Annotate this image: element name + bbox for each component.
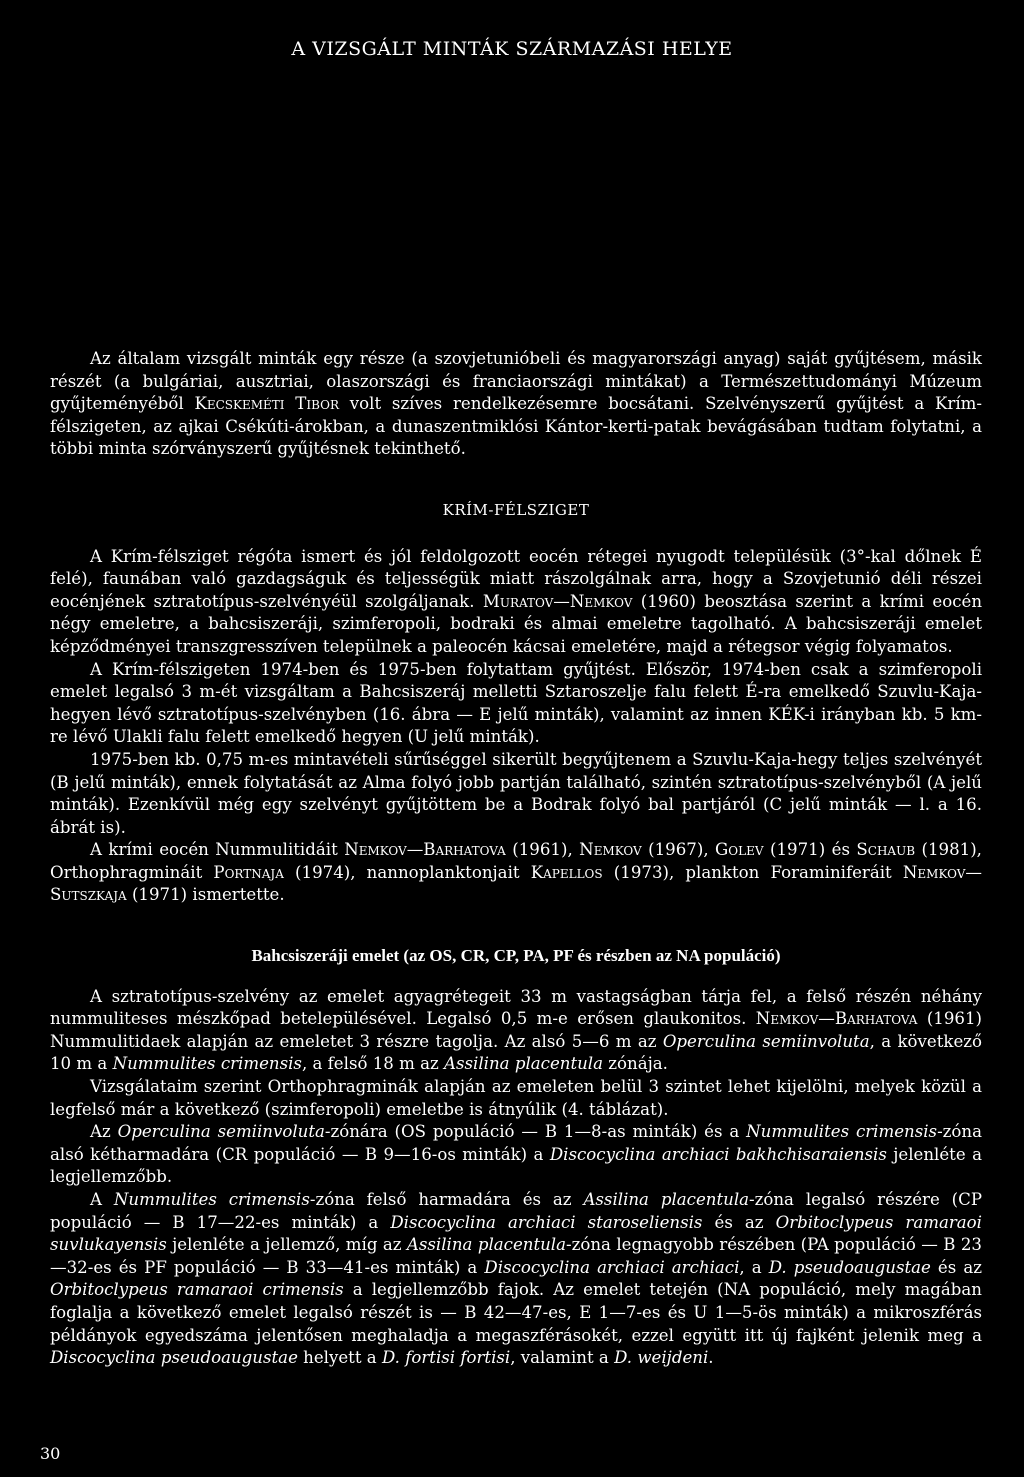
author-name: Portnaja — [213, 862, 284, 882]
taxon-name: Nummulites crimensis — [112, 1054, 302, 1074]
author-name: Kecskeméti Tibor — [194, 394, 340, 414]
taxon-name: Assilina placentula — [406, 1235, 567, 1255]
krim-paragraph-4: A krími eocén Nummulitidáit Nemkov—Barhatova (1961), Nemkov (1967), Golev (1971) és Schaub (1981), Orthophragmináit Portnaja (1974), nannoplanktonjait Kapellos (1973), plankton Foraminiferáit Nemkov—Sutszkaja (1971) ismertette. — [50, 840, 982, 905]
taxon-name: Operculina semiinvoluta — [117, 1122, 325, 1142]
author-name: Nemkov—Sutszkaja — [50, 862, 982, 905]
page-number: 30 — [40, 1444, 61, 1463]
taxon-name: D. fortisi fortisi — [381, 1348, 511, 1368]
page-body — [50, 348, 982, 1370]
section-heading-bahcsiszeraji: Bahcsiszeráji emelet (az OS, CR, CP, PA, PF és részben az NA populáció) — [251, 946, 781, 966]
krim-paragraph-3: 1975-ben kb. 0,75 m-es mintavételi sűrűséggel sikerült begyűjtenem a Szuvlu-Kaja-hegy teljes szelvényét (B jelű minták), ennek folytatását az Alma folyó jobb partján található, szintén sztratotípus-szelvényből (A jelű minták). Ezenkívül még egy szelvényt gyűjtöttem be a Bodrak folyó bal partjáról (C jelű minták — l. a 16. ábrát is). — [50, 749, 982, 837]
author-name: Schaub — [856, 840, 916, 860]
author-name: Nemkov — [579, 840, 642, 860]
author-name: Kapellos — [530, 862, 603, 882]
bahcs-paragraph-4: A Nummulites crimensis-zóna felső harmadára és az Assilina placentula-zóna legalsó részére (CP populáció — B 17—22-es minták) a Discocyclina archiaci staroseliensis és az Orbitoclypeus ramaraoi suvlukayensis jelenléte a jellemző, míg az Assilina placentula-zóna legnagyobb részében (PA populáció — B 23—32-es és PF populáció — B 33—41-es minták) a Discocyclina archiaci archiaci, a D. pseudoaugustae és az Orbitoclypeus ramaraoi crimensis a legjellemzőbb fajok. Az emelet tetején (NA populáció, mely magában foglalja a következő emelet legalsó részét is — B 42—47-es, E 1—7-es és U 1—5-ös minták) a mikroszférás példányok egyedszáma jelentősen meghaladja a megaszférásokét, ezzel együtt itt új fajként jelenik meg a Discocyclina pseudoaugustae helyett a D. fortisi fortisi, valamint a D. weijdeni. — [50, 1190, 982, 1368]
krim-paragraph-1: A Krím-félsziget régóta ismert és jól feldolgozott eocén rétegei nyugodt településük (3°-kal dőlnek É felé), faunában való gazdagságuk és teljességük miatt rászolgálnak arra, hogy a Szovjetunió déli részei eocénjének sztratotípus-szelvényéül szolgáljanak. Muratov—Nemkov (1960) beosztása szerint a krími eocén négy emeletre, a bahcsiszeráji, szimferopoli, bodraki és almai emeletre tagolható. A bahcsiszeráji emelet képződményei transzgresszíven települnek a paleocén kácsai emeletére, majd a rétegsor végig folyamatos. — [50, 546, 982, 656]
section-heading-krim: KRÍM-FÉLSZIGET — [442, 500, 590, 519]
author-name: Nemkov—Barhatova — [755, 1009, 918, 1029]
author-name: Golev — [715, 840, 764, 860]
intro-paragraph: Az általam vizsgált minták egy része (a szovjetunióbeli és magyarországi anyag) saját gyűjtésem, másik részét (a bulgáriai, ausztriai, olaszországi és franciaországi mintákat) a Természettudományi Múzeum gyűjteményéből Kecskeméti Tibor volt szíves rendelkezésemre bocsátani. Szelvényszerű gyűjtést a Krím-félszigeten, az ajkai Csékúti-árokban, a dunaszentmiklósi Kántor-kerti-patak bevágásában tudtam folytatni, a többi minta szórványszerű gyűjtésnek tekinthető. — [50, 349, 982, 459]
page-header: A VIZSGÁLT MINTÁK SZÁRMAZÁSI HELYE — [291, 38, 733, 60]
taxon-name: Orbitoclypeus ramaraoi suvlukayensis — [50, 1212, 982, 1255]
taxon-name: D. weijdeni — [614, 1348, 709, 1368]
taxon-name: Orbitoclypeus ramaraoi crimensis — [50, 1280, 344, 1300]
taxon-name: Nummulites crimensis — [113, 1190, 310, 1209]
taxon-name: Operculina semiinvoluta — [662, 1031, 870, 1051]
taxon-name: Discocyclina archiaci bakhchisaraiensis — [549, 1144, 887, 1164]
taxon-name: Assilina placentula — [583, 1190, 750, 1209]
taxon-name: Discocyclina archiaci staroseliensis — [390, 1212, 703, 1232]
taxon-name: D. pseudoaugustae — [768, 1257, 931, 1277]
taxon-name: Nummulites crimensis — [746, 1122, 938, 1142]
author-name: Muratov—Nemkov — [482, 591, 633, 611]
bahcs-paragraph-2: Vizsgálataim szerint Orthophragminák alapján az emeleten belül 3 szintet lehet kijelölni, melyek közül a legfelső már a következő (szimferopoli) emeletbe is átnyúlik (4. táblázat). — [50, 1077, 982, 1119]
bahcs-paragraph-1: A sztratotípus-szelvény az emelet agyagrétegeit 33 m vastagságban tárja fel, a felső részén néhány nummuliteses mészkőpad betelepülésével. Legalsó 0,5 m-e erősen glaukonitos. Nemkov—Barhatova (1961) Nummulitidaek alapján az emeletet 3 részre tagolja. Az alsó 5—6 m az Operculina semiinvoluta, a következő 10 m a Nummulites crimensis, a felső 18 m az Assilina placentula zónája. — [50, 986, 983, 1074]
taxon-name: Discocyclina pseudoaugustae — [50, 1348, 298, 1368]
bahcs-paragraph-3: Az Operculina semiinvoluta-zónára (OS populáció — B 1—8-as minták) és a Nummulites crimensis-zóna alsó kétharmadára (CR populáció — B 9—16-os minták) a Discocyclina archiaci bakhchisaraiensis jelenléte a legjellemzőbb. — [50, 1122, 982, 1187]
taxon-name: Discocyclina archiaci archiaci — [484, 1257, 740, 1277]
author-name: Nemkov—Barhatova — [344, 840, 506, 860]
krim-paragraph-2: A Krím-félszigeten 1974-ben és 1975-ben folytattam gyűjtést. Először, 1974-ben csak a szimferopoli emelet legalsó 3 m-ét vizsgáltam a Bahcsiszeráj melletti Sztaroszelje falu felett É-ra emelkedő Szuvlu-Kaja-hegyen lévő sztratotípus-szelvényben (16. ábra — E jelű minták), valamint az innen KÉK-i irányban kb. 5 km-re lévő Ulakli falu felett emelkedő hegyen (U jelű minták). — [50, 659, 982, 747]
taxon-name: Assilina placentula — [444, 1054, 604, 1074]
